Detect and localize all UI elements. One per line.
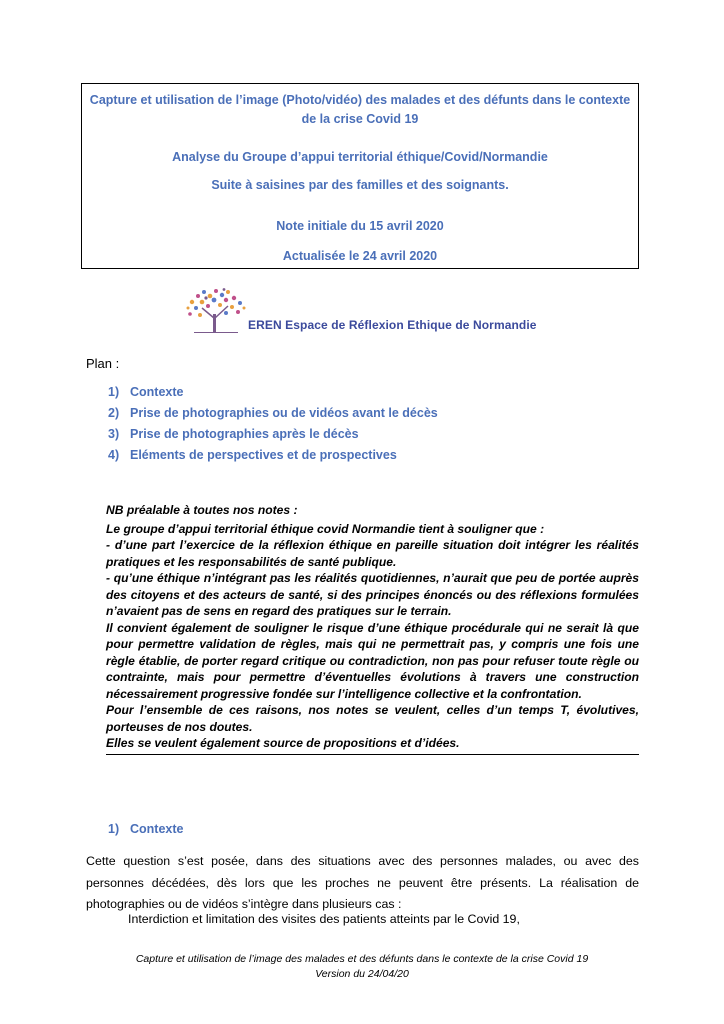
plan-label: Plan : <box>86 356 120 371</box>
body-list-item: Interdiction et limitation des visites des patients atteints par le Covid 19, <box>128 912 520 926</box>
footer-version: Version du 24/04/20 <box>315 968 409 980</box>
nb-paragraph: - d’une part l’exercice de la réflexion éthique en pareille situation doit intégrer les réalités pratiques et les responsabilités de santé publique. <box>106 538 639 569</box>
nb-paragraph: Pour l’ensemble de ces raisons, nos notes se veulent, celles d’un temps T, évolutives, porteuses de nos doutes. <box>106 703 639 734</box>
plan-item-before-death: 2) Prise de photographies ou de vidéos avant le décès <box>108 406 438 420</box>
plan-item-after-death: 3) Prise de photographies après le décès <box>108 427 359 441</box>
title-line-initial-note: Note initiale du 15 avril 2020 <box>276 219 444 233</box>
preliminary-note <box>106 502 639 755</box>
tree-of-dots-icon <box>180 288 250 336</box>
logo-text: EREN Espace de Réflexion Ethique de Normandie <box>248 318 537 332</box>
title-box <box>81 83 639 269</box>
section-heading-context: 1) Contexte <box>108 822 184 836</box>
nb-title: NB préalable à toutes nos notes : <box>106 503 298 517</box>
body-paragraph: Cette question s’est posée, dans des situations avec des personnes malades, ou avec des personnes décédées, dès lors que les proches ne peuvent être présents. La réalisation de photographies ou de vidéos s’intègre dans plusieurs cas : <box>86 854 639 911</box>
plan-item-context: 1) Contexte <box>108 385 184 399</box>
nb-paragraph: - qu’une éthique n’intégrant pas les réalités quotidiennes, n’aurait que peu de portée auprès des citoyens et des acteurs de santé, si des principes énoncés ou des réflexions formulées n’avaient pas de sens en regard des pratiques sur le terrain. <box>106 571 639 618</box>
context-body <box>86 851 639 916</box>
plan-list <box>108 383 438 467</box>
eren-logo <box>180 288 560 336</box>
nb-paragraph: Le groupe d’appui territorial éthique covid Normandie tient à souligner que : <box>106 521 545 536</box>
title-line-analysis: Analyse du Groupe d’appui territorial éthique/Covid/Normandie <box>172 150 548 164</box>
title-line-updated: Actualisée le 24 avril 2020 <box>282 249 438 263</box>
page-footer <box>0 952 724 982</box>
nb-paragraph: Elles se veulent également source de propositions et d’idées. <box>106 736 460 750</box>
plan-item-perspectives: 4) Eléments de perspectives et de prospectives <box>108 448 397 462</box>
title-line-main: Capture et utilisation de l’image (Photo/vidéo) des malades et des défunts dans le contexte de la crise Covid 19 <box>89 93 631 126</box>
title-line-referrals: Suite à saisines par des familles et des soignants. <box>211 178 509 192</box>
footer-title: Capture et utilisation de l’image des malades et des défunts dans le contexte de la crise Covid 19 <box>135 953 589 965</box>
nb-paragraph: Il convient également de souligner le risque d’une éthique procédurale qui ne serait là que pour permettre validation de règles, mais qui ne permettrait pas, y compris une fois une règle établie, de porter regard critique ou contradiction, non pas pour refuser toute règle ou contrainte, mais pour permettre d’éventuelles évolutions à travers une construction nécessairement progressive fondée sur l’intelligence collective et la confrontation. <box>106 620 639 701</box>
